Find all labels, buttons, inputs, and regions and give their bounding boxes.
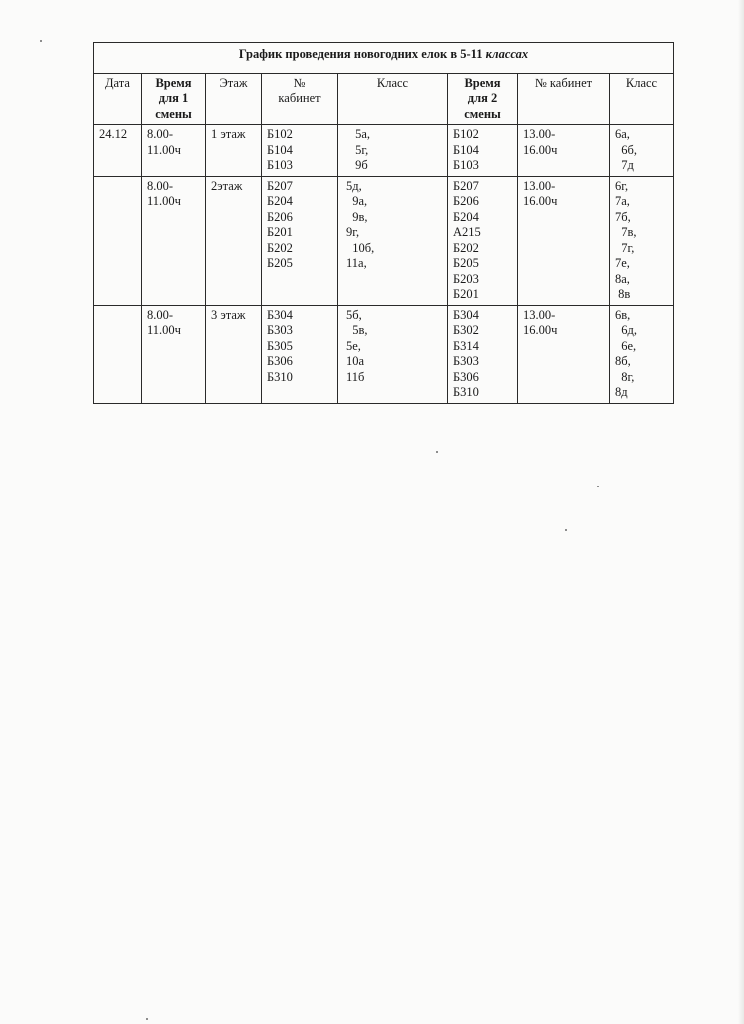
scan-speck — [436, 451, 438, 453]
cell-line: 13.00- — [523, 178, 556, 193]
cell-line: 16.00ч — [523, 323, 558, 337]
cell-line: Б104 — [453, 142, 479, 157]
cell-line: 11.00ч — [147, 194, 181, 208]
cell-line: 7е, — [615, 256, 630, 270]
cell-line: Б201 — [453, 287, 479, 301]
cell-line: 6д, — [615, 323, 637, 337]
floor-cell: 1 этаж — [206, 125, 262, 177]
header-date: Дата — [94, 73, 142, 125]
schedule-table — [93, 42, 674, 404]
cell-line: Б203 — [453, 271, 479, 286]
cell-line: 9г, — [346, 225, 360, 239]
scan-speck — [40, 40, 42, 42]
table-row — [94, 305, 674, 403]
cell-line: 8.00- — [147, 127, 174, 141]
header-room-1 — [262, 73, 338, 125]
cell-line: 9б — [352, 158, 368, 172]
cell-line: смены — [464, 106, 501, 121]
cell-line: для 1 — [158, 91, 189, 105]
floor-cell: 3 этаж — [206, 305, 262, 403]
cell-line: 5б, — [346, 307, 362, 322]
cell-line: смены — [155, 106, 192, 121]
cell-line: 8г, — [615, 369, 635, 384]
cell-line: 8в — [615, 287, 631, 301]
rooms-shift-2-cell — [448, 176, 518, 305]
scan-edge-shadow — [738, 0, 744, 1024]
time-shift-2-cell — [518, 305, 610, 403]
cell-line: Б205 — [453, 256, 479, 270]
rooms-shift-2-cell — [448, 305, 518, 403]
date-cell — [94, 305, 142, 403]
cell-line: Б207 — [267, 178, 293, 193]
cell-line: 7г, — [615, 240, 635, 255]
cell-line: 11.00ч — [147, 323, 181, 337]
scan-speck — [597, 486, 599, 487]
classes-shift-2-cell — [610, 176, 674, 305]
cell-line: А215 — [453, 225, 481, 239]
header-time-shift-1 — [142, 73, 206, 125]
title-row — [94, 43, 674, 74]
cell-line: 10а — [346, 354, 365, 368]
rooms-shift-1-cell — [262, 176, 338, 305]
time-shift-2-cell — [518, 176, 610, 305]
cell-line: Б102 — [267, 127, 293, 141]
classes-shift-2-cell — [610, 125, 674, 177]
cell-line: 9а, — [346, 194, 368, 208]
cell-line: 10б, — [346, 240, 375, 255]
cell-line: кабинет — [278, 91, 321, 105]
date-cell — [94, 176, 142, 305]
classes-shift-1-cell — [338, 125, 448, 177]
cell-line: Б202 — [267, 240, 293, 255]
rooms-shift-1-cell — [262, 125, 338, 177]
header-row — [94, 73, 674, 125]
cell-line: Б306 — [453, 369, 479, 384]
rooms-shift-2-cell — [448, 125, 518, 177]
cell-line: Б205 — [267, 256, 293, 270]
header-time-shift-2 — [448, 73, 518, 125]
cell-line: 6а, — [615, 127, 630, 141]
cell-line: 16.00ч — [523, 142, 558, 157]
cell-line: 5д, — [346, 178, 362, 193]
cell-line: 8б, — [615, 354, 631, 368]
cell-line: 8.00- — [147, 307, 174, 322]
time-shift-2-cell — [518, 125, 610, 177]
scan-speck — [146, 1018, 148, 1020]
cell-line: для 2 — [467, 91, 498, 105]
scan-speck — [565, 529, 567, 531]
cell-line: 11.00ч — [147, 142, 181, 157]
header-floor: Этаж — [206, 73, 262, 125]
classes-shift-1-cell — [338, 305, 448, 403]
cell-line: Б103 — [267, 158, 293, 172]
cell-line: 7в, — [615, 225, 637, 239]
cell-line: 8а, — [615, 271, 630, 286]
cell-line: 11б — [346, 369, 365, 384]
cell-line: 6е, — [615, 338, 637, 353]
cell-line: Б202 — [453, 240, 479, 255]
rooms-shift-1-cell — [262, 305, 338, 403]
cell-line: Б306 — [267, 354, 293, 368]
cell-line: № — [293, 75, 306, 90]
cell-line: 7д — [615, 158, 634, 172]
cell-line: Б303 — [267, 323, 293, 337]
cell-line: Б310 — [267, 369, 293, 384]
cell-line: Б304 — [453, 307, 479, 322]
cell-line: Б302 — [453, 323, 479, 337]
table-title: График проведения новогодних елок в 5-11 классах — [94, 43, 674, 74]
cell-line: Б206 — [267, 209, 293, 224]
classes-shift-1-cell — [338, 176, 448, 305]
time-shift-1-cell — [142, 305, 206, 403]
cell-line: Б305 — [267, 338, 293, 353]
cell-line: Б102 — [453, 127, 479, 141]
cell-line: 7а, — [615, 194, 630, 208]
cell-line: Время — [464, 75, 501, 90]
time-shift-1-cell — [142, 125, 206, 177]
cell-line: Б204 — [267, 194, 293, 208]
cell-line: 5е, — [346, 338, 361, 353]
cell-line: 5г, — [352, 142, 369, 157]
cell-line: Время — [155, 75, 192, 90]
time-shift-1-cell — [142, 176, 206, 305]
cell-line: 9в, — [346, 209, 368, 224]
cell-line: Б314 — [453, 338, 479, 353]
table-row — [94, 125, 674, 177]
cell-line: 6г, — [615, 178, 629, 193]
cell-line: 16.00ч — [523, 194, 558, 208]
cell-line: 8.00- — [147, 178, 174, 193]
floor-cell: 2этаж — [206, 176, 262, 305]
header-room-2: № кабинет — [518, 73, 610, 125]
date-cell: 24.12 — [94, 125, 142, 177]
classes-shift-2-cell — [610, 305, 674, 403]
cell-line: 6б, — [615, 142, 637, 157]
header-class-1: Класс — [338, 73, 448, 125]
cell-line: 6в, — [615, 307, 631, 322]
cell-line: Б204 — [453, 209, 479, 224]
cell-line: Б207 — [453, 178, 479, 193]
cell-line: 5в, — [346, 323, 368, 337]
table-row — [94, 176, 674, 305]
cell-line: 11а, — [346, 256, 367, 270]
header-class-2: Класс — [610, 73, 674, 125]
cell-line: 8д — [615, 385, 628, 399]
cell-line: Б304 — [267, 307, 293, 322]
cell-line: Б201 — [267, 225, 293, 239]
cell-line: 13.00- — [523, 127, 556, 141]
cell-line: Б303 — [453, 354, 479, 368]
cell-line: Б206 — [453, 194, 479, 208]
cell-line: 5а, — [352, 127, 371, 141]
cell-line: Б104 — [267, 142, 293, 157]
cell-line: Б103 — [453, 158, 479, 172]
cell-line: Б310 — [453, 385, 479, 399]
cell-line: 7б, — [615, 209, 631, 224]
cell-line: 13.00- — [523, 307, 556, 322]
